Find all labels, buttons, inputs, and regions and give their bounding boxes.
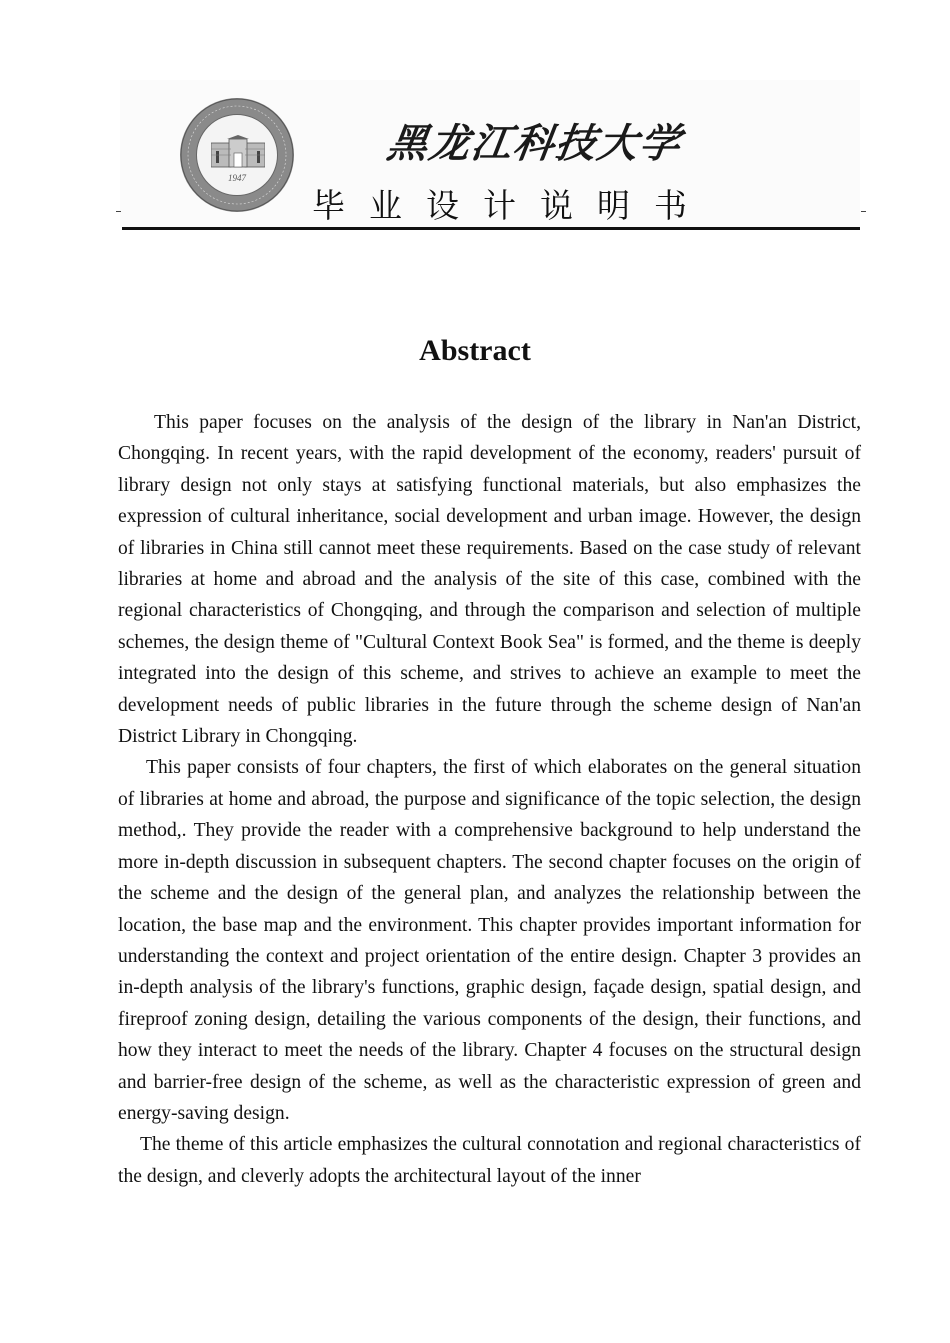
university-seal-logo [180,98,294,212]
seal-center [196,114,278,196]
university-name: 黑龙江科技大学 [384,120,685,167]
abstract-paragraph-1: This paper focuses on the analysis of the design of the library in Nan'an District, Chongqing. In recent years, with the rapid development of the economy, readers' pursuit of library design not only stays at satisfying functional materials, but also emphasizes the expression of cultural inheritance, social development and urban image. However, the design of libraries in China still cannot meet these requirements. Based on the case study of relevant libraries at home and abroad and the analysis of the site of this case, combined with the regional characteristics of Chongqing, and through the comparison and selection of multiple schemes, the design theme of "Cultural Context Book Sea" is formed, and the theme is deeply integrated into the design of this scheme, and strives to achieve an example to meet the development needs of public libraries in the future through the scheme design of Nan'an District Library in Chongqing. [118,412,861,748]
abstract-body [118,407,861,1192]
page-title: Abstract [419,334,531,368]
document-type-title: 毕业设计说明书 [312,186,711,225]
seal-year: 1947 [228,173,246,183]
header-divider [122,227,860,230]
header-right-mark [861,211,866,212]
header-left-mark [116,211,121,212]
abstract-paragraph-3: The theme of this article emphasizes the cultural connotation and regional characteristics of the design, and cleverly adopts the architectural layout of the inner [118,1134,861,1187]
building-icon [211,135,265,169]
abstract-paragraph-2: This paper consists of four chapters, the first of which elaborates on the general situation of libraries at home and abroad, the purpose and significance of the topic selection, the design method,. They provide the reader with a comprehensive background to help understand the more in-depth discussion in subsequent chapters. The second chapter focuses on the origin of the scheme and the design of the general plan, and analyzes the relationship between the location, the base map and the environment. This chapter provides important information for understanding the context and project orientation of the entire design. Chapter 3 provides an in-depth analysis of the library's functions, graphic design, façade design, spatial design, and fireproof zoning design, detailing the various components of the design, their functions, and how they interact to meet the needs of the library. Chapter 4 focuses on the structural design and barrier-free design of the scheme, as well as the characteristic expression of green and energy-saving design. [118,757,861,1124]
